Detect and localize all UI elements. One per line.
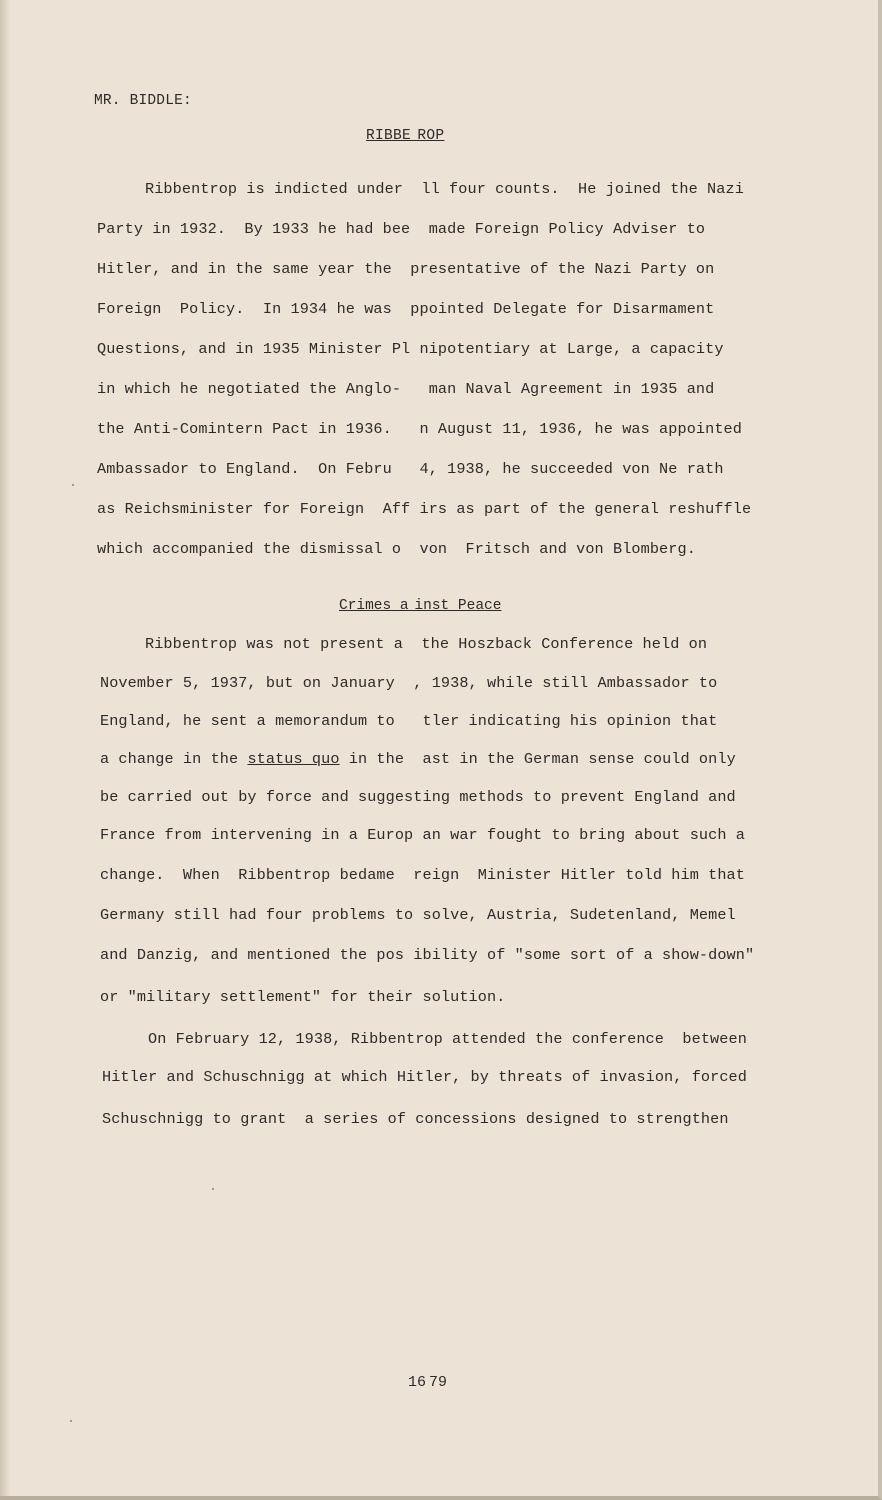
text-line: or "military settlement" for their solution. [100, 988, 506, 1006]
paper-speck [70, 1420, 72, 1422]
underlined-phrase: status quo [247, 750, 340, 768]
text-line: in which he negotiated the Anglo- man Naval Agreement in 1935 and [97, 380, 715, 398]
text-segment: in the ast in the German sense could only [339, 750, 736, 768]
text-line: November 5, 1937, but on January , 1938, while still Ambassador to [100, 674, 718, 692]
text-line: Schuschnigg to grant a series of concessions designed to strengthen [102, 1110, 729, 1128]
text-line: Hitler, and in the same year the presentative of the Nazi Party on [97, 260, 715, 278]
text-line: Questions, and in 1935 Minister Pl nipotentiary at Large, a capacity [97, 340, 724, 358]
text-line: be carried out by force and suggesting methods to prevent England and [100, 788, 736, 806]
text-line: Germany still had four problems to solve, Austria, Sudetenland, Memel [100, 906, 736, 924]
text-line: Party in 1932. By 1933 he had bee made Foreign Policy Adviser to [97, 220, 706, 238]
text-line: Ribbentrop is indicted under ll four counts. He joined the Nazi [145, 180, 744, 198]
text-segment: a change in the [100, 750, 248, 768]
paper-speck [72, 484, 74, 486]
text-line: as Reichsminister for Foreign Aff irs as part of the general reshuffle [97, 500, 752, 518]
document-title: RIBBE ROP [366, 128, 445, 144]
paper-speck [212, 1188, 214, 1190]
text-line [100, 750, 736, 768]
text-line: England, he sent a memorandum to tler indicating his opinion that [100, 712, 718, 730]
text-line: and Danzig, and mentioned the pos ibility of "some sort of a show-down" [100, 946, 755, 964]
speaker-heading: MR. BIDDLE: [94, 93, 192, 109]
text-line: Foreign Policy. In 1934 he was ppointed Delegate for Disarmament [97, 300, 715, 318]
text-line: Hitler and Schuschnigg at which Hitler, by threats of invasion, forced [102, 1068, 747, 1086]
text-line: which accompanied the dismissal o von Fritsch and von Blomberg. [97, 540, 696, 558]
section-heading: Crimes a inst Peace [339, 598, 502, 614]
text-line: Ambassador to England. On Febru 4, 1938, he succeeded von Ne rath [97, 460, 724, 478]
text-line: France from intervening in a Europ an war fought to bring about such a [100, 826, 745, 844]
page-edge-shadow [0, 0, 10, 1496]
page-number: 16 79 [408, 1374, 448, 1391]
text-line: change. When Ribbentrop bedame reign Minister Hitler told him that [100, 866, 745, 884]
text-line: the Anti-Comintern Pact in 1936. n August 11, 1936, he was appointed [97, 420, 742, 438]
text-line: On February 12, 1938, Ribbentrop attended the conference between [148, 1030, 747, 1048]
text-line: Ribbentrop was not present a the Hoszback Conference held on [145, 635, 708, 653]
